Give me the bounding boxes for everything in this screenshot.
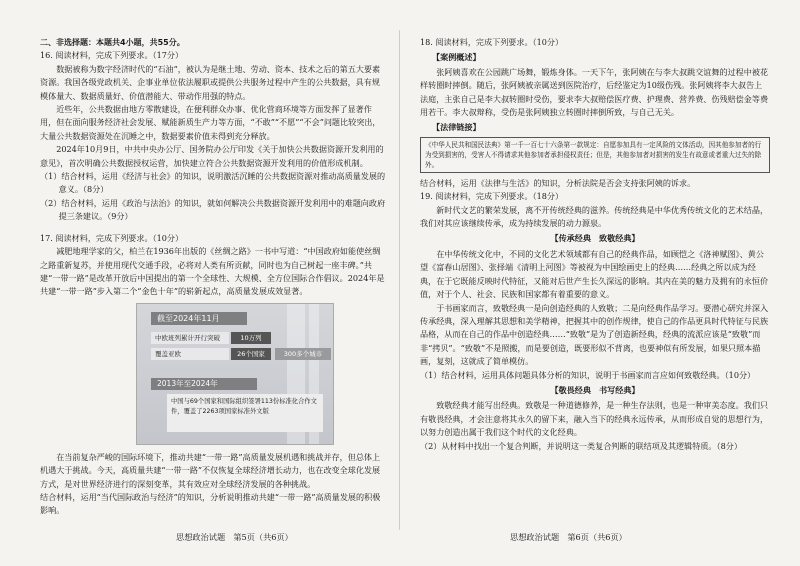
- q19-item-1: （1）结合材料，运用具体问题具体分析的知识，说明于书画家而言应如何致敬经典。（10分）: [420, 369, 756, 380]
- q19-section-2: 【敬畏经典 书写经典】: [550, 384, 640, 395]
- q18-law-box: 《中华人民共和国民法典》第一千一百七十六条第一款规定：自愿参加具有一定风险的文体活动，因其他参加者的行为受到损害的，受害人不得请求其他参加者承担侵权责任；但是，其他参加者对损害的发生有故意或者重大过失的除外。: [420, 137, 770, 173]
- q18-head: 18. 阅读材料，完成下列要求。（10分）: [420, 37, 564, 47]
- q19-para-1: 在中华传统文化中，不同的文化艺术领域都有自己的经典作品，如顾恺之《洛神赋图》、黄公望《富春山居图》、张择端《清明上河图》等被视为中国绘画史上的经典……经典之所以成为经典，在于它既能反映时代特征，又能对后世产生长久深远的影响。其内在美的魅力及拥有的永恒价值，对于个人、社会、民族和国家都有着重要的意义。: [420, 248, 769, 300]
- q16-item-2: （2）结合材料，运用《政治与法治》的知识，就如何解决公共数据资源开发利用中的难题向政府提三条建议。（9分）: [40, 197, 386, 222]
- chart-row-2: [151, 348, 331, 360]
- section-title: 二、非选择题：本题共4小题，共55分。: [40, 38, 185, 47]
- q18-law-label: 【法律链接】: [432, 122, 481, 133]
- chart-row-1-value: 10万列: [231, 332, 271, 344]
- q17-para-1: 减肥地理学家的父，柏兰在1936年出版的《丝绸之路》一书中写道：“中国政府如能使丝绸之路重新复苏，并使用现代交通手段，必将对人类有所贡献，同时也为自己树起一座丰碑。”共建“一带一路”是改革开放后中国提出的第一个全球性、大规模、全方位国际合作倡议。2024年是共建“一带一路”步入第二个“金色十年”的崭新起点，高质量发展成效显著。: [40, 246, 385, 297]
- q18-case-text: 张阿姨喜欢在公园跳广场舞，锻炼身体。一天下午，张阿姨在与李大叔跳交谊舞的过程中被花样转圈时摔倒。随后，张阿姨被亲属送到医院治疗，后经鉴定为10级伤残。张阿姨将李大叔告上法庭，主张自己是李大叔转圈时受伤，要求李大叔赔偿医疗费、护理费、营养费、伤残赔偿金等费用若干。李大叔辩称，受伤是张阿姨独立转圈时摔倒所致，与自己无关。: [420, 66, 769, 118]
- q18-task: 结合材料，运用《法律与生活》的知识，分析法院是否会支持张阿姨的诉求。: [420, 177, 696, 188]
- q16-para-2: 近些年，公共数据由地方零散建设，在便利群众办事、优化营商环境等方面发挥了显著作用，但在面向服务经济社会发展、赋能新质生产力等方面，“不敢”“不愿”“不会”问题比较突出，大量公共数据资源处在沉睡之中，数据要素价值未得到充分释放。: [40, 104, 381, 141]
- chart-title-1: 截至2024年11月: [151, 312, 247, 325]
- q16-head: 16. 阅读材料，完成下列要求。（17分）: [40, 50, 184, 61]
- q17-head: 17. 阅读材料，完成下列要求。（10分）: [40, 232, 184, 243]
- q17-task: 结合材料，运用“当代国际政治与经济”的知识，分析说明推动共建“一带一路”高质量发展的积极影响。: [40, 491, 381, 516]
- chart-title-2: 2013年至2024年: [151, 378, 257, 390]
- q19-para-3: 致敬经典才能写出经典。致敬是一种道德修养，是一种生存法则，也是一种审美态度。我们只有敬畏经典，才会注意将其永久的留下来，融入当下的经典永远传承，从而形成自觉的思想行为，以努力创造出属于我们这个时代的文化经典。: [420, 400, 769, 438]
- q19-item-2: （2）从材料中找出一个复合判断，并说明这一类复合判断的联结项及其逻辑特质。（8分）: [420, 440, 742, 451]
- left-footer: 思想政治试题 第5页（共6页）: [176, 532, 293, 542]
- right-footer: 思想政治试题 第6页（共6页）: [510, 532, 627, 542]
- chart-row-1-label: 中欧班列累计开行突破: [151, 332, 229, 344]
- belt-road-stats-image: [136, 303, 334, 445]
- q19-para-2: 于书画家而言，致敬经典一是向创造经典的人致敬；二是向经典作品学习。要潜心研究并深入传承经典，深入理解其思想和美学精神，把握其中的创作规律，使自己的作品更具时代特征与民族品格，从而在自己的作品中创造经典……“致敬”是为了创造新经典，经典的流派应该是“致敬”而非“拷贝”。“致敬”不是照搬，而是要创造，既要形似不背离，也要神似有所发展，如果只照本描画，复刻，这就成了简单模仿。: [420, 302, 769, 367]
- chart-row-2-value-1: 26个国家: [231, 348, 271, 360]
- q18-case-label: 【案例概述】: [432, 52, 481, 63]
- q17-para-2: 在当前复杂严峻的国际环境下，推动共建“一带一路”高质量发展机遇和挑战并存，但总体上机遇大于挑战。今天，高质量共建“一带一路”不仅恢复全球经济增长动力，也在改变全球化发展方式，是对世界经济进行的深刻变革，其有效应对全球经济发展的各种挑战。: [40, 451, 381, 489]
- q19-section-1: 【传承经典 致敬经典】: [550, 233, 640, 244]
- q16-para-3: 2024年10月9日，中共中央办公厅、国务院办公厅印发《关于加快公共数据资源开发利用的意见》，首次明确公共数据授权运营，加快建立符合公共数据资源开发利用的价值形成机制。: [40, 144, 384, 168]
- q19-intro: 新时代文艺的繁荣发展，离不开传统经典的滋养。传统经典是中华优秀传统文化的艺术结晶，我们对其应该继续传承，成为持续发展的动力源泉。: [420, 204, 769, 229]
- chart-row-2-value-2: 300多个城市: [275, 348, 331, 360]
- chart-row-2-label: 覆盖亚欧: [151, 348, 229, 360]
- q16-para-1: 数据被称为数字经济时代的“石油”，被认为是继土地、劳动、资本、技术之后的第五大要素资源。我国各级党政机关、企事业单位依法履职或提供公共服务过程中产生的公共数据，具有规模体量大、数据质量好、价值潜能大、带动作用强的特点。: [40, 63, 381, 101]
- q19-head: 19. 阅读材料，完成下列要求。（18分）: [420, 191, 564, 202]
- page-divider: [399, 30, 400, 530]
- left-page: [40, 36, 388, 518]
- q16-item-1: （1）结合材料，运用《经济与社会》的知识，说明激活沉睡的公共数据资源对推动高质量发展的意义。（8分）: [40, 171, 386, 195]
- right-page: [420, 36, 770, 453]
- chart-row-1: [151, 332, 331, 344]
- chart-box-text: 中国与69个国家和国际组织签署113份标准化合作文件，覆盖了2263项国家标准外文版: [167, 394, 323, 432]
